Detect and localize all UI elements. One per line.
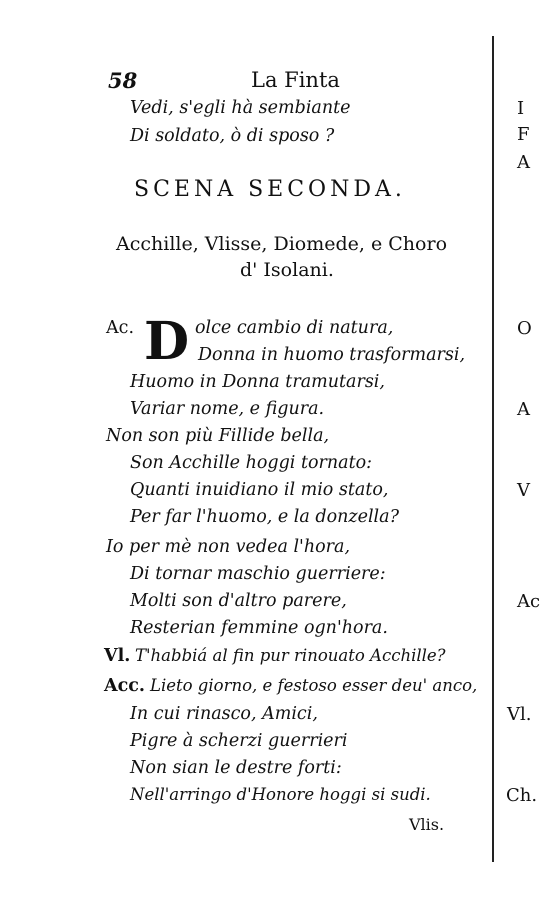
- verse-line: Donna in huomo trasformarsi,: [198, 345, 466, 365]
- verse-line: Resterian femmine ogn'hora.: [130, 618, 388, 638]
- facing-page-fragment: F: [517, 124, 530, 145]
- verse-line: Di tornar maschio guerriere:: [130, 564, 386, 584]
- verse-line: Io per mè non vedea l'hora,: [106, 537, 351, 557]
- scene-title: SCENA SECONDA.: [134, 177, 406, 202]
- speaker-label: Vl.: [104, 646, 131, 666]
- verse-line: Per far l'huomo, e la donzella?: [130, 507, 399, 527]
- verse-line: Lieto giorno, e festoso esser deu' anco,: [150, 676, 478, 695]
- page-header: [104, 68, 484, 96]
- speaker-label: Acc.: [104, 676, 145, 696]
- facing-page-fragment: I: [517, 98, 525, 119]
- speaker-label: Ac.: [106, 318, 135, 338]
- page-number: 58: [108, 68, 138, 93]
- verse-line: Quanti inuidiano il mio stato,: [130, 480, 389, 500]
- facing-page-fragment: A: [517, 152, 530, 173]
- facing-page-fragment: Ac: [517, 591, 540, 612]
- character-list: Acchille, Vlisse, Diomede, e Choro: [116, 233, 448, 255]
- facing-page-fragment: Vl.: [507, 704, 532, 725]
- facing-page-fragment: O: [517, 318, 532, 339]
- facing-page-fragment: A: [517, 399, 530, 420]
- gutter-line: [492, 36, 494, 862]
- verse-line: T'habbiá al fin pur rinouato Acchille?: [135, 646, 446, 665]
- verse-line: In cui rinasco, Amici,: [130, 704, 318, 724]
- verse-line: Pigre à scherzi guerrieri: [130, 731, 348, 751]
- verse-line: Non son più Fillide bella,: [106, 426, 330, 446]
- verse-line: olce cambio di natura,: [195, 318, 394, 338]
- verse-line: Molti son d'altro parere,: [130, 591, 347, 611]
- verse-line: Son Acchille hoggi tornato:: [130, 453, 373, 473]
- verse-line: Nell'arringo d'Honore hoggi si sudi.: [130, 785, 431, 804]
- verse-line: Non sian le destre forti:: [130, 758, 342, 778]
- facing-page-fragment: Ch.: [506, 785, 538, 806]
- running-title: La Finta: [251, 68, 340, 92]
- drop-cap: D: [144, 311, 190, 372]
- character-list-cont: d' Isolani.: [240, 259, 334, 281]
- verse-line: Variar nome, e figura.: [130, 399, 325, 419]
- verse-line: Huomo in Donna tramutarsi,: [130, 372, 385, 392]
- verse-line: Vedi, s'egli hà sembiante: [130, 98, 351, 118]
- facing-page-fragment: V: [517, 480, 530, 501]
- verse-line: Di soldato, ò di sposo ?: [130, 126, 335, 146]
- catchword: Vlis.: [409, 815, 445, 834]
